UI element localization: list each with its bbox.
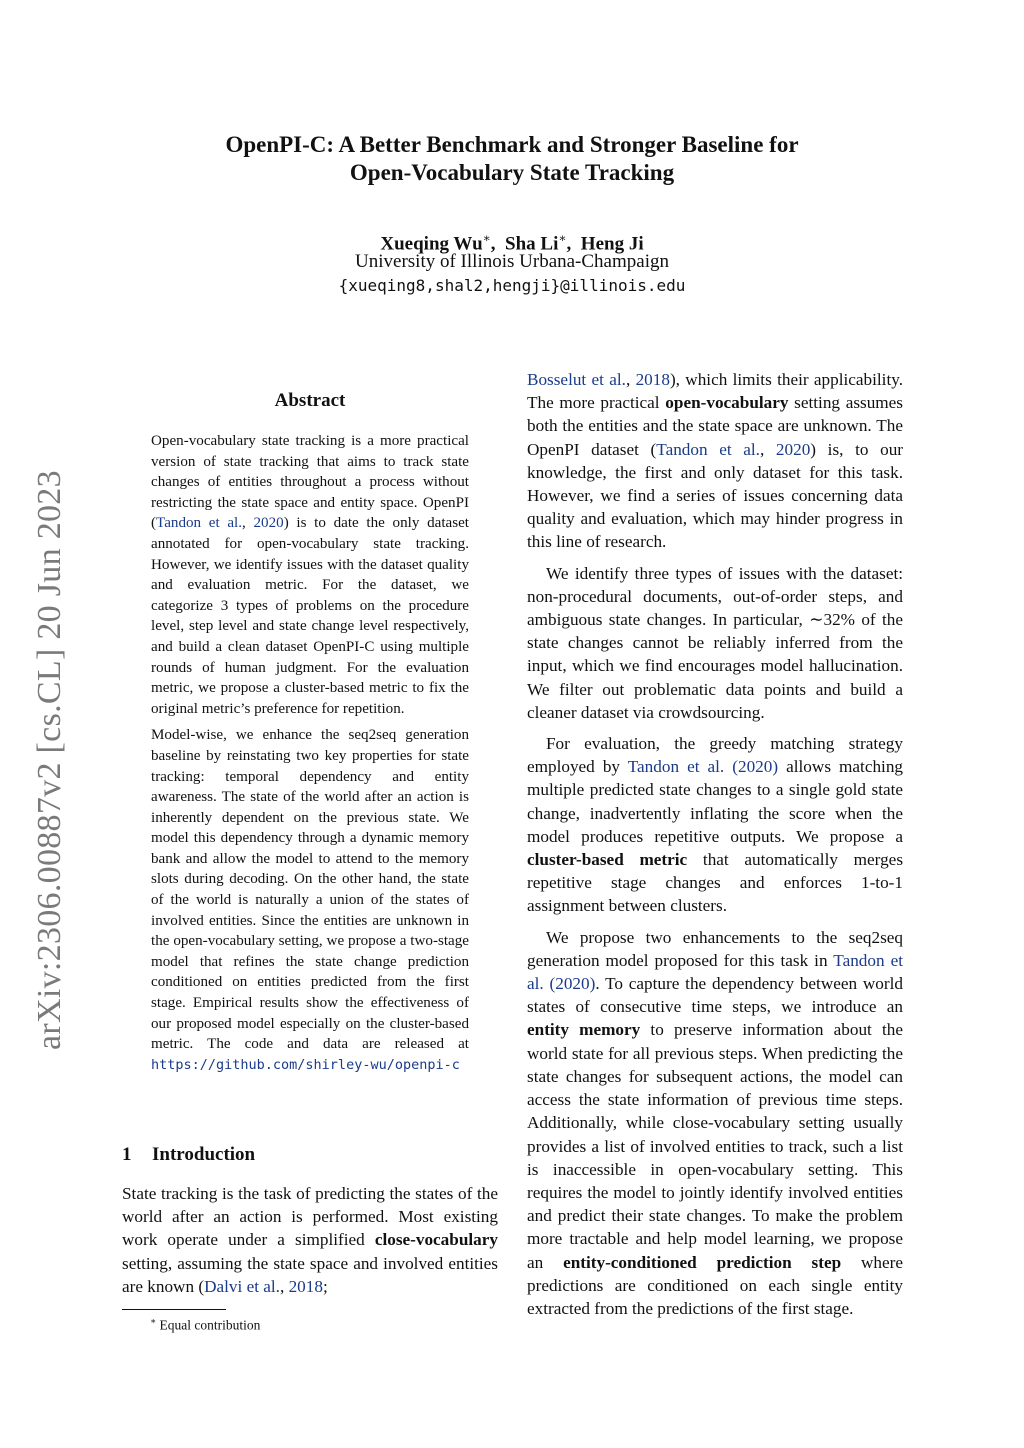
citation-year-link[interactable]: 2020: [253, 515, 284, 532]
intro-text: setting assumes both the entities and the state space are unknown. The OpenPI dataset (: [527, 393, 903, 459]
intro-paragraph: [527, 732, 903, 918]
intro-text: State tracking is the task of predicting the states of the world after an action is performed. Most existing work operate under a simplified: [122, 1184, 498, 1250]
citation-link[interactable]: Bosselut et al.: [527, 370, 626, 389]
footnote: [150, 1312, 470, 1335]
citation-separator: ,: [279, 1276, 289, 1296]
abstract-text: ) is to date the only dataset annotated for open-vocabulary state tracking. However, we identify issues with the dataset quality and evaluation metric. For the dataset, we categorize 3 types of problems on the procedure level, step level and state change level respectively, and build a clean dataset OpenPI-C using multiple rounds of human judgment. For the evaluation metric, we propose a cluster-based metric to fix the original metric’s preference for repetition.: [151, 515, 469, 717]
citation-year-link[interactable]: (2020): [549, 974, 596, 994]
citation-separator: ,: [625, 370, 636, 389]
intro-text: ) is, to our knowledge, the first and only dataset for this task. However, we find a series of issues concerning data quality and evaluation, which may hinder progress in this line of research.: [527, 439, 904, 552]
citation-separator: ,: [242, 515, 254, 532]
section-title: Introduction: [152, 1144, 256, 1165]
bold-term: open-vocabulary: [665, 393, 789, 413]
section-heading: [122, 1143, 502, 1167]
citation-separator: ,: [759, 439, 776, 459]
intro-paragraph: [122, 1182, 498, 1298]
abstract-text: Model-wise, we enhance the seq2seq generation baseline by reinstating two key properties for state tracking: temporal dependency and entity awareness. The state of the world after an action is inherently dependent on the previous state. We model this dependency through a dynamic memory bank and allow the model to attend to the memory slots during decoding. On the other hand, the state of the world is naturally a union of the states of involved entities. Since the entities are unknown in the open-vocabulary setting, we propose a two-stage model that refines the state change prediction conditioned on entities predicted from the first stage. Empirical results show the effectiveness of our proposed model especially on the cluster-based metric. The code and data are released at: [151, 727, 469, 1053]
intro-text: ;: [322, 1276, 328, 1296]
bold-term: entity memory: [527, 1020, 641, 1040]
citation-link[interactable]: Tandon et al.: [656, 439, 760, 459]
intro-text: allows matching multiple predicted state changes to a single gold state change, inadvertently inflating the score when the model produces repetitive outputs. We propose a: [527, 757, 904, 846]
intro-paragraph: [527, 926, 903, 1320]
intro-text: where predictions are conditioned on each single entity extracted from the predictions of the first stage.: [527, 1252, 903, 1318]
bold-term: cluster-based metric: [527, 850, 688, 870]
footnote-rule: [122, 1309, 226, 1310]
abstract-body: [151, 431, 469, 1075]
arxiv-identifier: arXiv:2306.00887v2 [cs.CL] 20 Jun 2023: [31, 470, 68, 1050]
abstract-text: Open-vocabulary state tracking is a more practical version of state tracking that aims to track state changes of entities throughout a process without restricting the state space and entity space. OpenPI (: [151, 433, 469, 532]
author-email[interactable]: {xueqing8,shal2,hengji}@illinois.edu: [338, 276, 686, 295]
citation-year-link[interactable]: (2020): [732, 757, 779, 777]
abstract-paragraph-1: [151, 431, 469, 719]
intro-text: that automatically merges repetitive stage changes and enforces 1-to-1 assignment between clusters.: [527, 850, 904, 916]
footnote-text: Equal contribution: [159, 1317, 261, 1333]
citation-year-link[interactable]: 2018: [288, 1276, 323, 1296]
intro-text: ), which limits their applicability. The more practical: [527, 370, 903, 413]
author-list: Xueqing Wu∗, Sha Li∗, Heng Ji: [380, 231, 644, 255]
author-mark: ∗: [482, 231, 491, 245]
citation-link[interactable]: Tandon et al.: [627, 757, 725, 777]
intro-text: We propose two enhancements to the seq2seq generation model proposed for this task in: [527, 927, 903, 970]
section-number: 1: [122, 1144, 132, 1165]
author-name: Xueqing Wu: [380, 233, 483, 255]
code-url-link[interactable]: https://github.com/shirley-wu/openpi-c: [151, 1056, 460, 1073]
title-line-1: OpenPI-C: A Better Benchmark and Stronger Baseline for: [225, 132, 799, 157]
intro-paragraph: [527, 368, 903, 554]
title-line-2: Open-Vocabulary State Tracking: [349, 160, 675, 185]
affiliation: University of Illinois Urbana-Champaign: [355, 251, 669, 272]
citation-year-link[interactable]: 2018: [635, 370, 670, 389]
bold-term: close-vocabulary: [374, 1230, 498, 1250]
bold-term: entity-conditioned prediction step: [563, 1252, 842, 1272]
footnote-mark: ∗: [150, 1316, 157, 1326]
citation-link[interactable]: Tandon et al.: [156, 515, 243, 532]
abstract-heading: Abstract: [274, 390, 346, 411]
intro-text: setting, assuming the state space and involved entities are known (: [122, 1253, 498, 1296]
abstract-paragraph-2: [151, 725, 469, 1075]
citation-link[interactable]: Tandon et al.: [527, 950, 903, 994]
author-mark: ∗: [558, 231, 567, 245]
intro-right-column: [527, 368, 903, 1320]
author-name: Heng Ji: [580, 233, 644, 255]
intro-text: to preserve information about the world state for all previous steps. When predicting the state changes for subsequent actions, the model can access the state information of previous time steps. Additionally, while close-vocabulary setting usually provides a list of involved entities to track, such a list is inaccessible in open-vocabulary setting. This requires the model to jointly identify involved entities and predict their state changes. To make the problem more tractable and help model learning, we propose an: [527, 1020, 903, 1272]
citation-year-link[interactable]: 2020: [775, 439, 811, 459]
author-name: Sha Li: [505, 233, 559, 255]
intro-text: . To capture the dependency between world states of consecutive time steps, we introduce an: [527, 974, 903, 1017]
intro-left-column: [122, 1182, 498, 1298]
intro-text: For evaluation, the greedy matching strategy employed by: [527, 734, 903, 777]
intro-paragraph: We identify three types of issues with the dataset: non-procedural documents, out-of-order steps, and ambiguous state changes. In particular, ∼32% of the state changes cannot be reliably inferred from the input, which we find encourages model hallucination. We filter out problematic data points and build a cleaner dataset via crowdsourcing.: [527, 563, 903, 722]
citation-link[interactable]: Dalvi et al.: [204, 1276, 280, 1296]
paper-title: [0, 131, 1024, 187]
